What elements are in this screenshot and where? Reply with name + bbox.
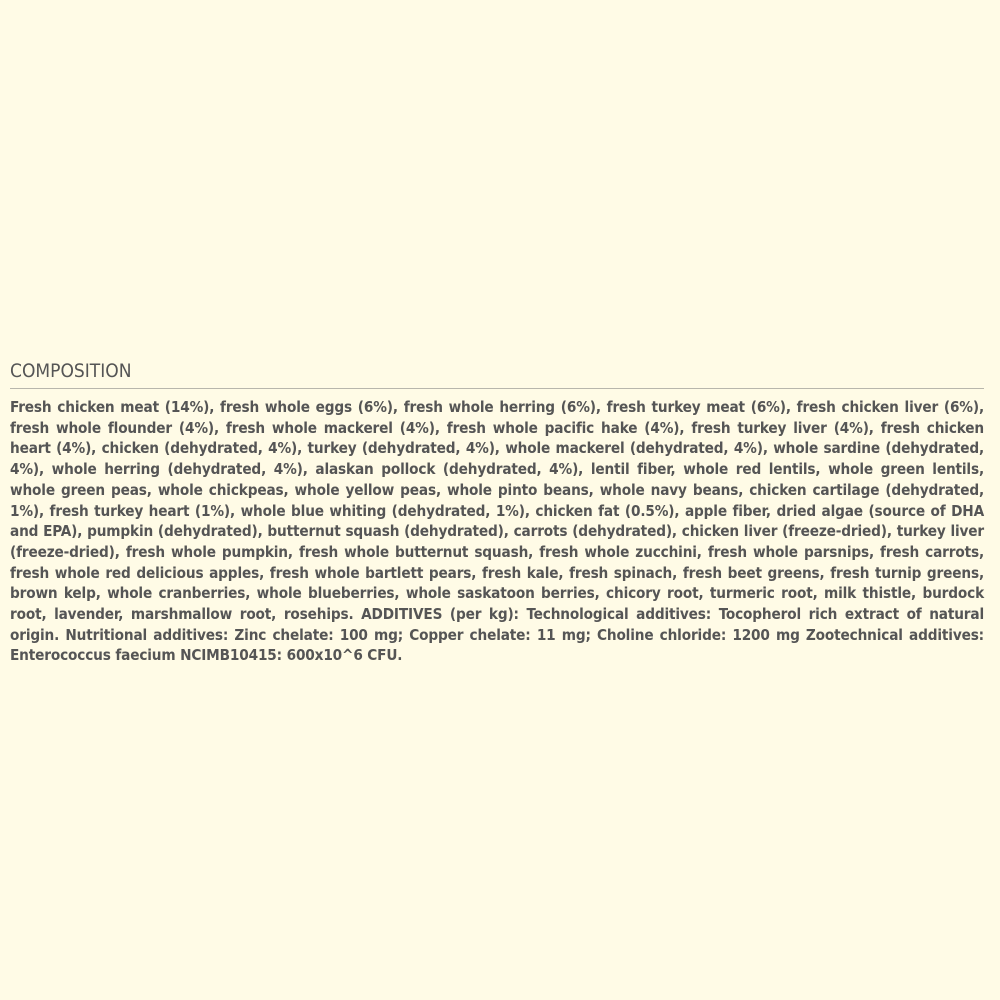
composition-section [10, 358, 984, 666]
composition-heading: COMPOSITION [10, 358, 984, 389]
composition-text: Fresh chicken meat (14%), fresh whole eggs (6%), fresh whole herring (6%), fresh turkey meat (6%), fresh chicken liver (6%), fresh whole flounder (4%), fresh whole mackerel (4%), fresh whole pacific hake (4%), fresh turkey liver (4%), fresh chicken heart (4%), chicken (dehydrated, 4%), turkey (dehydrated, 4%), whole mackerel (dehydrated, 4%), whole sardine (dehydrated, 4%), whole herring (dehydrated, 4%), alaskan pollock (dehydrated, 4%), lentil fiber, whole red lentils, whole green lentils, whole green peas, whole chickpeas, whole yellow peas, whole pinto beans, whole navy beans, chicken cartilage (dehydrated, 1%), fresh turkey heart (1%), whole blue whiting (dehydrated, 1%), chicken fat (0.5%), apple fiber, dried algae (source of DHA and EPA), pumpkin (dehydrated), butternut squash (dehydrated), carrots (dehydrated), chicken liver (freeze-dried), turkey liver (freeze-dried), fresh whole pumpkin, fresh whole butternut squash, fresh whole zucchini, fresh whole parsnips, fresh carrots, fresh whole red delicious apples, fresh whole bartlett pears, fresh kale, fresh spinach, fresh beet greens, fresh turnip greens, brown kelp, whole cranberries, whole blueberries, whole saskatoon berries, chicory root, turmeric root, milk thistle, burdock root, lavender, marshmallow root, rosehips. ADDITIVES (per kg): Technological additives: Tocopherol rich extract of natural origin. Nutritional additives: Zinc chelate: 100 mg; Copper chelate: 11 mg; Choline chloride: 1200 mg Zootechnical additives: Enterococcus faecium NCIMB10415: 600x10^6 CFU. [10, 398, 984, 665]
